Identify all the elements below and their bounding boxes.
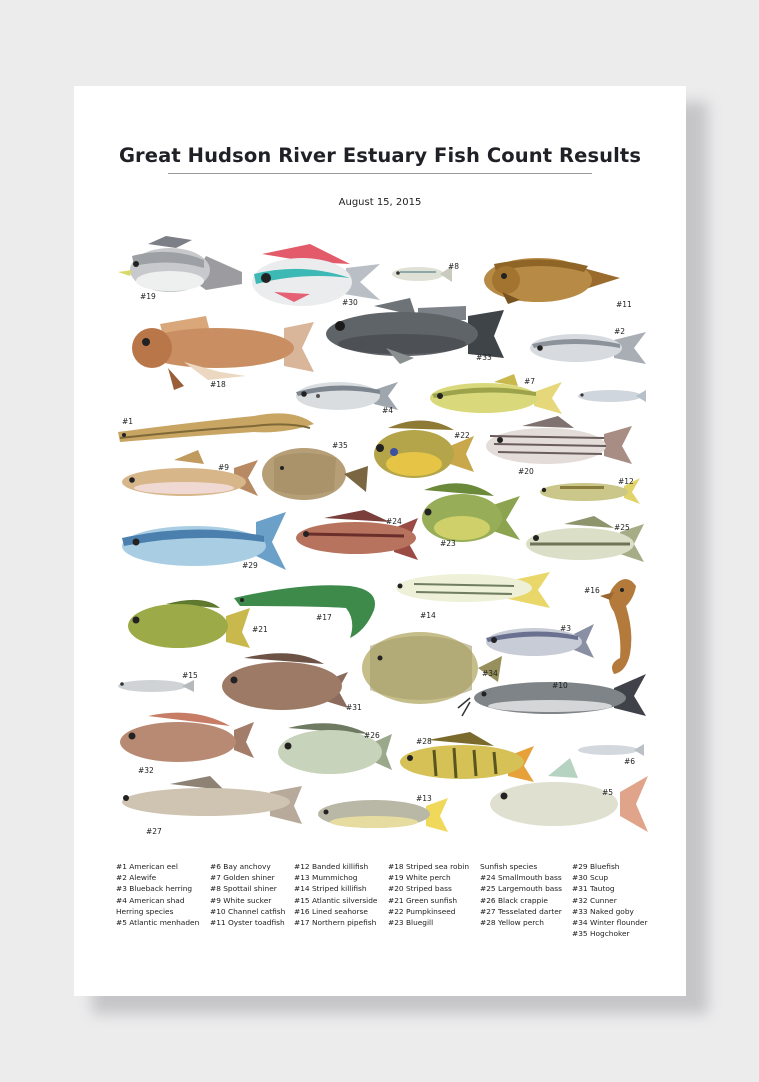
legend-item: #35 Hogchoker bbox=[572, 929, 630, 939]
tag-24: #24 bbox=[386, 517, 402, 526]
legend-item: Sunfish species bbox=[480, 862, 538, 871]
fish-cunner bbox=[120, 713, 254, 762]
tag-8: #8 bbox=[448, 262, 460, 271]
tag-11: #11 bbox=[616, 300, 632, 309]
poster-date: August 15, 2015 bbox=[338, 197, 422, 208]
tag-22: #22 bbox=[454, 431, 470, 440]
tag-16: #16 bbox=[584, 586, 600, 595]
fish-striped-killifish bbox=[396, 572, 550, 608]
legend-item: #23 Bluegill bbox=[388, 917, 434, 927]
legend-item: #14 Striped killifish bbox=[294, 884, 367, 894]
fish-mummichog bbox=[318, 798, 448, 832]
fish-bay-anchovy-small bbox=[578, 744, 644, 756]
legend-item: #29 Bluefish bbox=[572, 862, 620, 871]
legend-item: #3 Blueback herring bbox=[116, 884, 193, 894]
fish-scup bbox=[252, 244, 380, 306]
tag-15: #15 bbox=[182, 671, 198, 680]
tag-9: #9 bbox=[218, 463, 230, 472]
legend-item: #32 Cunner bbox=[572, 895, 617, 905]
tag-6: #6 bbox=[624, 757, 636, 766]
tag-4: #4 bbox=[382, 406, 394, 415]
legend-item: #24 Smallmouth bass bbox=[480, 873, 562, 883]
fish-illustrations bbox=[74, 86, 686, 996]
tag-29: #29 bbox=[242, 561, 258, 570]
legend-item: #2 Alewife bbox=[116, 873, 157, 883]
fish-hogchoker bbox=[262, 448, 368, 500]
tag-26: #26 bbox=[364, 731, 380, 740]
fish-white-sucker bbox=[122, 450, 258, 496]
fish-pumpkinseed bbox=[374, 420, 474, 478]
legend-item: #33 Naked goby bbox=[572, 906, 634, 916]
tag-35: #35 bbox=[332, 441, 348, 450]
legend-item: #34 Winter flounder bbox=[572, 917, 648, 927]
poster-title: Great Hudson River Estuary Fish Count Results bbox=[118, 144, 642, 167]
tag-13: #13 bbox=[416, 794, 432, 803]
legend-item: #30 Scup bbox=[572, 873, 609, 883]
fish-green-sunfish-left bbox=[128, 600, 250, 648]
fish-bluefish bbox=[122, 512, 286, 570]
tag-20: #20 bbox=[518, 467, 534, 476]
fish-tesselated-darter bbox=[122, 776, 302, 824]
tag-12: #12 bbox=[618, 477, 634, 486]
tag-25: #25 bbox=[614, 523, 630, 532]
legend-item: #16 Lined seahorse bbox=[294, 906, 368, 916]
legend-column-5 bbox=[480, 861, 562, 928]
legend-item: #10 Channel catfish bbox=[210, 906, 286, 916]
legend-item: #13 Mummichog bbox=[294, 873, 358, 883]
tag-5: #5 bbox=[602, 788, 614, 797]
legend-item: #5 Atlantic menhaden bbox=[116, 917, 200, 927]
tag-21: #21 bbox=[252, 625, 268, 634]
tag-34: #34 bbox=[482, 669, 498, 678]
legend-column-6 bbox=[572, 861, 647, 939]
legend-column-2 bbox=[210, 861, 285, 928]
tag-23: #23 bbox=[440, 539, 456, 548]
fish-striped-bass bbox=[486, 416, 632, 464]
legend-column-3 bbox=[294, 861, 377, 928]
legend-item: #11 Oyster toadfish bbox=[210, 917, 285, 927]
fish-spottail-shiner bbox=[392, 266, 452, 282]
fish-bay-anchovy bbox=[578, 390, 646, 402]
poster bbox=[74, 86, 686, 996]
tag-2: #2 bbox=[614, 327, 626, 336]
legend-item: #26 Black crappie bbox=[480, 895, 548, 905]
fish-oyster-toadfish bbox=[484, 258, 620, 304]
legend-item: #7 Golden shiner bbox=[210, 873, 275, 883]
fish-striped-sea-robin bbox=[132, 316, 314, 390]
tag-30: #30 bbox=[342, 298, 358, 307]
tag-31: #31 bbox=[346, 703, 362, 712]
legend-item: #15 Atlantic silverside bbox=[294, 895, 378, 905]
legend-item: #6 Bay anchovy bbox=[210, 862, 271, 871]
legend-item: #9 White sucker bbox=[210, 895, 272, 905]
fish-alewife bbox=[530, 332, 646, 364]
legend-item: #1 American eel bbox=[116, 862, 178, 871]
tag-3: #3 bbox=[560, 624, 572, 633]
tag-14: #14 bbox=[420, 611, 436, 620]
tag-17: #17 bbox=[316, 613, 332, 622]
tag-1: #1 bbox=[122, 417, 134, 426]
legend-column-4 bbox=[388, 861, 469, 928]
tag-27: #27 bbox=[146, 827, 162, 836]
fish-american-eel bbox=[118, 413, 314, 442]
fish-green-sunfish bbox=[422, 483, 520, 542]
legend-item: #19 White perch bbox=[388, 873, 451, 883]
legend-item: #17 Northern pipefish bbox=[294, 917, 377, 927]
tag-32: #32 bbox=[138, 766, 154, 775]
legend-column-1 bbox=[116, 861, 199, 928]
legend-item: #20 Striped bass bbox=[388, 884, 452, 894]
legend-item: Herring species bbox=[116, 906, 174, 916]
legend-item: #28 Yellow perch bbox=[480, 917, 544, 927]
legend-item: #27 Tesselated darter bbox=[480, 906, 562, 916]
legend-item: #12 Banded killifish bbox=[294, 862, 369, 871]
legend-item: #4 American shad bbox=[116, 895, 185, 905]
tag-33: #33 bbox=[476, 353, 492, 362]
legend-item: #22 Pumpkinseed bbox=[388, 906, 456, 916]
tag-19: #19 bbox=[140, 292, 156, 301]
fish-white-perch bbox=[118, 236, 242, 292]
fish-golden-shiner bbox=[430, 374, 562, 414]
legend-item: #8 Spottail shiner bbox=[210, 884, 277, 894]
legend-item: #21 Green sunfish bbox=[388, 895, 458, 905]
legend-item: #31 Tautog bbox=[572, 884, 615, 894]
tag-18: #18 bbox=[210, 380, 226, 389]
fish-tautog bbox=[222, 653, 348, 710]
tag-28: #28 bbox=[416, 737, 432, 746]
fish-atlantic-silverside bbox=[118, 680, 194, 692]
fish-lined-seahorse bbox=[600, 579, 636, 674]
tag-7: #7 bbox=[524, 377, 536, 386]
legend-item: #18 Striped sea robin bbox=[388, 862, 470, 871]
fish-blueback-herring bbox=[486, 624, 594, 658]
tag-10: #10 bbox=[552, 681, 568, 690]
legend-item: #25 Largemouth bass bbox=[480, 884, 562, 894]
